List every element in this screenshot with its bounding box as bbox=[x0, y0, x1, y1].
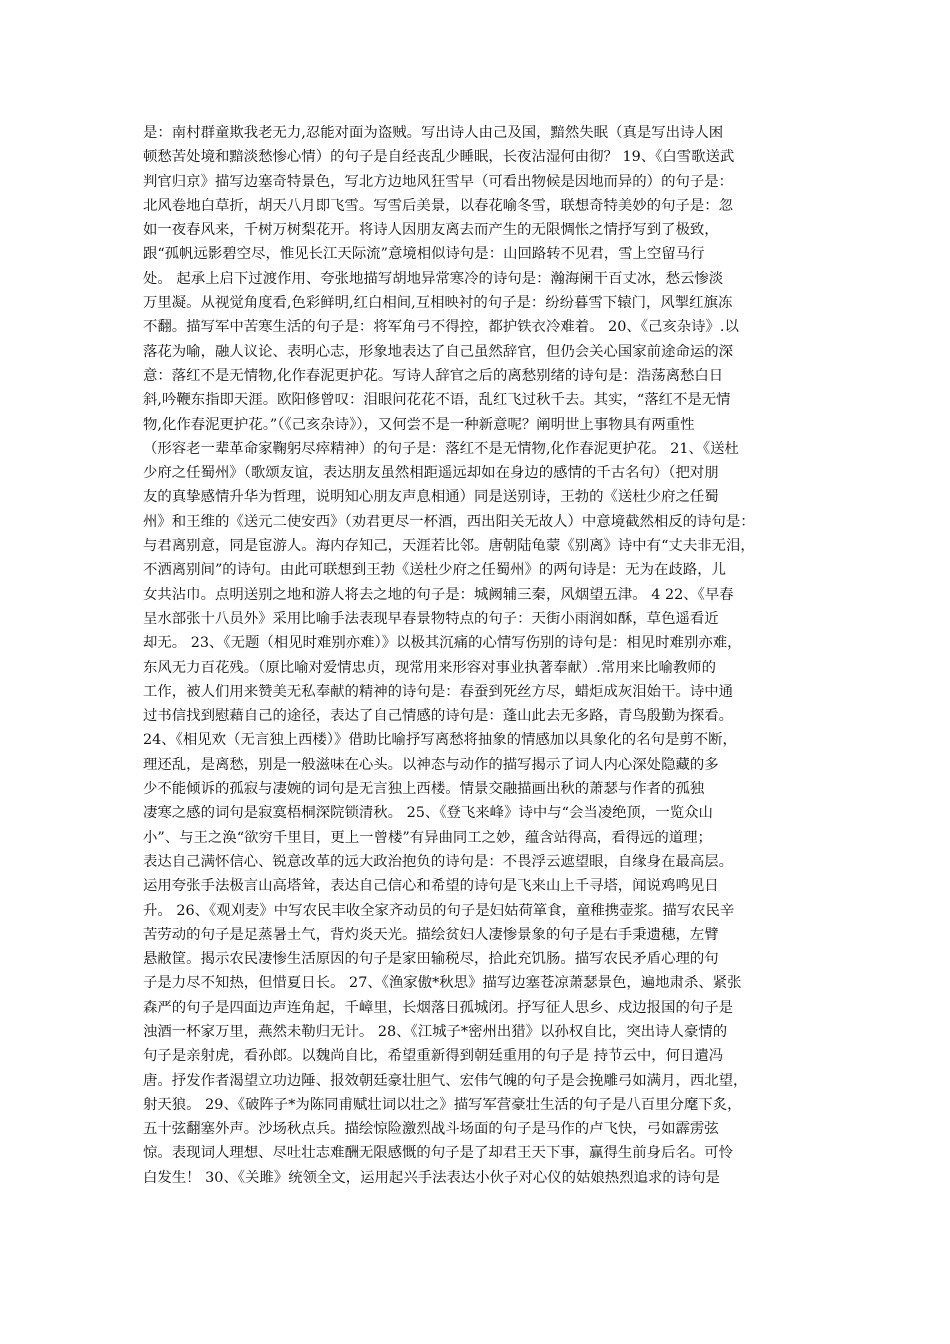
text-line: 工作，被人们用来赞美无私奉献的精神的诗句是：春蚕到死丝方尽，蜡炬成灰泪始干。诗中通 bbox=[143, 683, 734, 700]
text-line: 不翻。描写军中苦寒生活的句子是：将军角弓不得控，都护铁衣冷难着。 20、《己亥杂诗》.以 bbox=[143, 319, 739, 336]
text-line: 苦劳动的句子是足蒸暑土气，背灼炎天光。描绘贫妇人凄惨景象的句子是右手秉遗穗，左臂 bbox=[143, 926, 719, 943]
text-line: 浊酒一杯家万里，燕然未勒归无计。 28、《江城子*密州出猎》以孙权自比，突出诗人豪情的 bbox=[143, 1023, 728, 1040]
text-line: 少不能倾诉的孤寂与凄婉的词句是无言独上西楼。情景交融描画出秋的萧瑟与作者的孤独 bbox=[143, 781, 705, 798]
text-line: 惊。表现词人理想、尽吐壮志难酬无限感慨的句子是了却君王天下事，赢得生前身后名。可怜 bbox=[143, 1145, 734, 1162]
text-line: 斜,吟鞭东指即天涯。欧阳修曾叹：泪眼问花花不语，乱红飞过秋千去。其实，“落红不是无情 bbox=[143, 392, 731, 409]
text-line: 北风卷地白草折，胡天八月即飞雪。写雪后美景，以春花喻冬雪，联想奇特美妙的句子是：忽 bbox=[143, 197, 734, 214]
text-line: 凄寒之感的词句是寂寞梧桐深院锁清秋。 25、《登飞来峰》诗中与“会当凌绝顶，一览众山 bbox=[143, 805, 713, 822]
text-line: 理还乱，是离愁，别是一般滋味在心头。以神态与动作的描写揭示了词人内心深处隐藏的多 bbox=[143, 756, 719, 773]
text-line: 悬敝筐。揭示农民凄惨生活原因的句子是家田输税尽，拾此充饥肠。描写农民矛盾心理的句 bbox=[143, 951, 719, 968]
text-line: 少府之任蜀州》（歌颂友谊，表达朋友虽然相距遥远却如在身边的感情的千古名句）（把对朋 bbox=[143, 465, 719, 482]
text-line: 唐。抒发作者渴望立功边陲、报效朝廷豪壮胆气、宏伟气魄的句子是会挽雕弓如满月，西北望， bbox=[143, 1072, 748, 1089]
text-line: 白发生！ 30、《关雎》统领全文，运用起兴手法表达小伙子对心仪的姑娘热烈追求的诗句是 bbox=[143, 1169, 720, 1186]
text-line: 东风无力百花残。（原比喻对爱情忠贞，现常用来形容对事业执著奉献）.常用来比喻教师的 bbox=[143, 659, 717, 676]
text-line: 处。 起承上启下过渡作用、夸张地描写胡地异常寒冷的诗句是：瀚海阑干百丈冰，愁云惨淡 bbox=[143, 270, 724, 287]
text-line: 如一夜春风来，千树万树梨花开。将诗人因朋友离去而产生的无限惆怅之情抒写到了极致， bbox=[143, 222, 719, 239]
text-line: 落花为喻，融人议论、表明心志，形象地表达了自己虽然辞官，但仍会关心国家前途命运的深 bbox=[143, 343, 734, 360]
text-line: 24、《相见欢（无言独上西楼）》借助比喻抒写离愁将抽象的情感加以具象化的名句是剪不断， bbox=[143, 732, 737, 749]
text-line: 表达自己满怀信心、锐意改革的远大政治抱负的诗句是：不畏浮云遮望眼，自缘身在最高层。 bbox=[143, 853, 734, 870]
text-line: 森严的句子是四面边声连角起，千嶂里，长烟落日孤城闭。抒写征人思乡、戍边报国的句子是 bbox=[143, 999, 734, 1016]
text-line: 是：南村群童欺我老无力,忍能对面为盗贼。写出诗人由己及国，黯然失眠（真是写出诗人困 bbox=[143, 125, 724, 141]
text-line: 友的真挚感情升华为哲理，说明知心朋友声息相通）同是送别诗，王勃的《送杜少府之任蜀 bbox=[143, 489, 719, 506]
text-line: 州》和王维的《送元二使安西》（劝君更尽一杯酒，西出阳关无故人）中意境截然相反的诗句是： bbox=[143, 513, 755, 530]
text-line: 子是力尽不知热，但惜夏日长。 27、《渔家傲*秋思》描写边塞苍凉萧瑟景色，遍地肃杀、紧张 bbox=[143, 975, 742, 992]
text-line: 万里凝。从视觉角度看,色彩鲜明,红白相间,互相映衬的句子是：纷纷暮雪下辕门，风掣红旗冻 bbox=[143, 295, 733, 312]
text-line: 顿愁苦处境和黯淡愁惨心情）的句子是自经丧乱少睡眠，长夜沾湿何由彻？ 19、《白雪歌送武 bbox=[143, 149, 735, 166]
text-line: 五十弦翻塞外声。沙场秋点兵。描绘惊险激烈战斗场面的句子是马作的卢飞快，弓如霹雳弦 bbox=[143, 1121, 719, 1138]
text-line: （形容老一辈革命家鞠躬尽瘁精神）的句子是：落红不是无情物,化作春泥更护花。 21、《送杜 bbox=[143, 440, 739, 457]
text-line: 小”、与王之涣“欲穷千里目，更上一曾楼”有异曲同工之妙，蕴含站得高，看得远的道理； bbox=[143, 829, 712, 846]
text-line: 跟“孤帆远影碧空尽，惟见长江天际流”意境相似诗句是：山回路转不见君，雪上空留马行 bbox=[143, 246, 705, 263]
text-line: 呈水部张十八员外》采用比喻手法表现早春景物特点的句子：天街小雨润如酥，草色遥看近 bbox=[143, 610, 719, 627]
body-text bbox=[143, 121, 810, 1190]
text-line: 与君离别意，同是宦游人。海内存知己，天涯若比邻。唐朝陆龟蒙《别离》诗中有“丈夫非无泪， bbox=[143, 538, 755, 555]
text-line: 女共沾巾。点明送别之地和游人将去之地的句子是：城阙辅三秦，风烟望五津。 4 22、《早春 bbox=[143, 586, 734, 603]
text-line: 意：落红不是无情物,化作春泥更护花。写诗人辞官之后的离愁别绪的诗句是：浩荡离愁白日 bbox=[143, 367, 724, 384]
text-line: 却无。 23、《无题（相见时难别亦难）》以极其沉痛的心情写伤别的诗句是：相见时难别亦难， bbox=[143, 635, 742, 652]
text-line: 运用夸张手法极言山高塔耸，表达自己信心和希望的诗句是飞来山上千寻塔，闻说鸡鸣见日 bbox=[143, 878, 719, 895]
text-line: 物,化作春泥更护花。”（《己亥杂诗》），又何尝不是一种新意呢？阐明世上事物具有两重性 bbox=[143, 416, 695, 433]
text-line: 句子是亲射虎，看孙郎。以魏尚自比，希望重新得到朝廷重用的句子是 持节云中，何日遣冯 bbox=[143, 1048, 724, 1065]
text-line: 判官归京》描写边塞奇特景色，写北方边地风狂雪早（可看出物候是因地而异的）的句子是： bbox=[143, 173, 734, 190]
text-line: 升。 26、《观刈麦》中写农民丰收全家齐动员的句子是妇姑荷箪食，童稚携壶浆。描写农民辛 bbox=[143, 902, 735, 919]
text-line: 射天狼。 29、《破阵子*为陈同甫赋壮词以壮之》描写军营豪壮生活的句子是八百里分麾下炙， bbox=[143, 1096, 742, 1113]
text-line: 不洒离别间”的诗句。由此可联想到王勃《送杜少府之任蜀州》的两句诗是：无为在歧路，儿 bbox=[143, 562, 726, 579]
text-line: 过书信找到慰藉自己的途径，表达了自己情感的诗句是：蓬山此去无多路，青鸟殷勤为探看。 bbox=[143, 708, 734, 725]
